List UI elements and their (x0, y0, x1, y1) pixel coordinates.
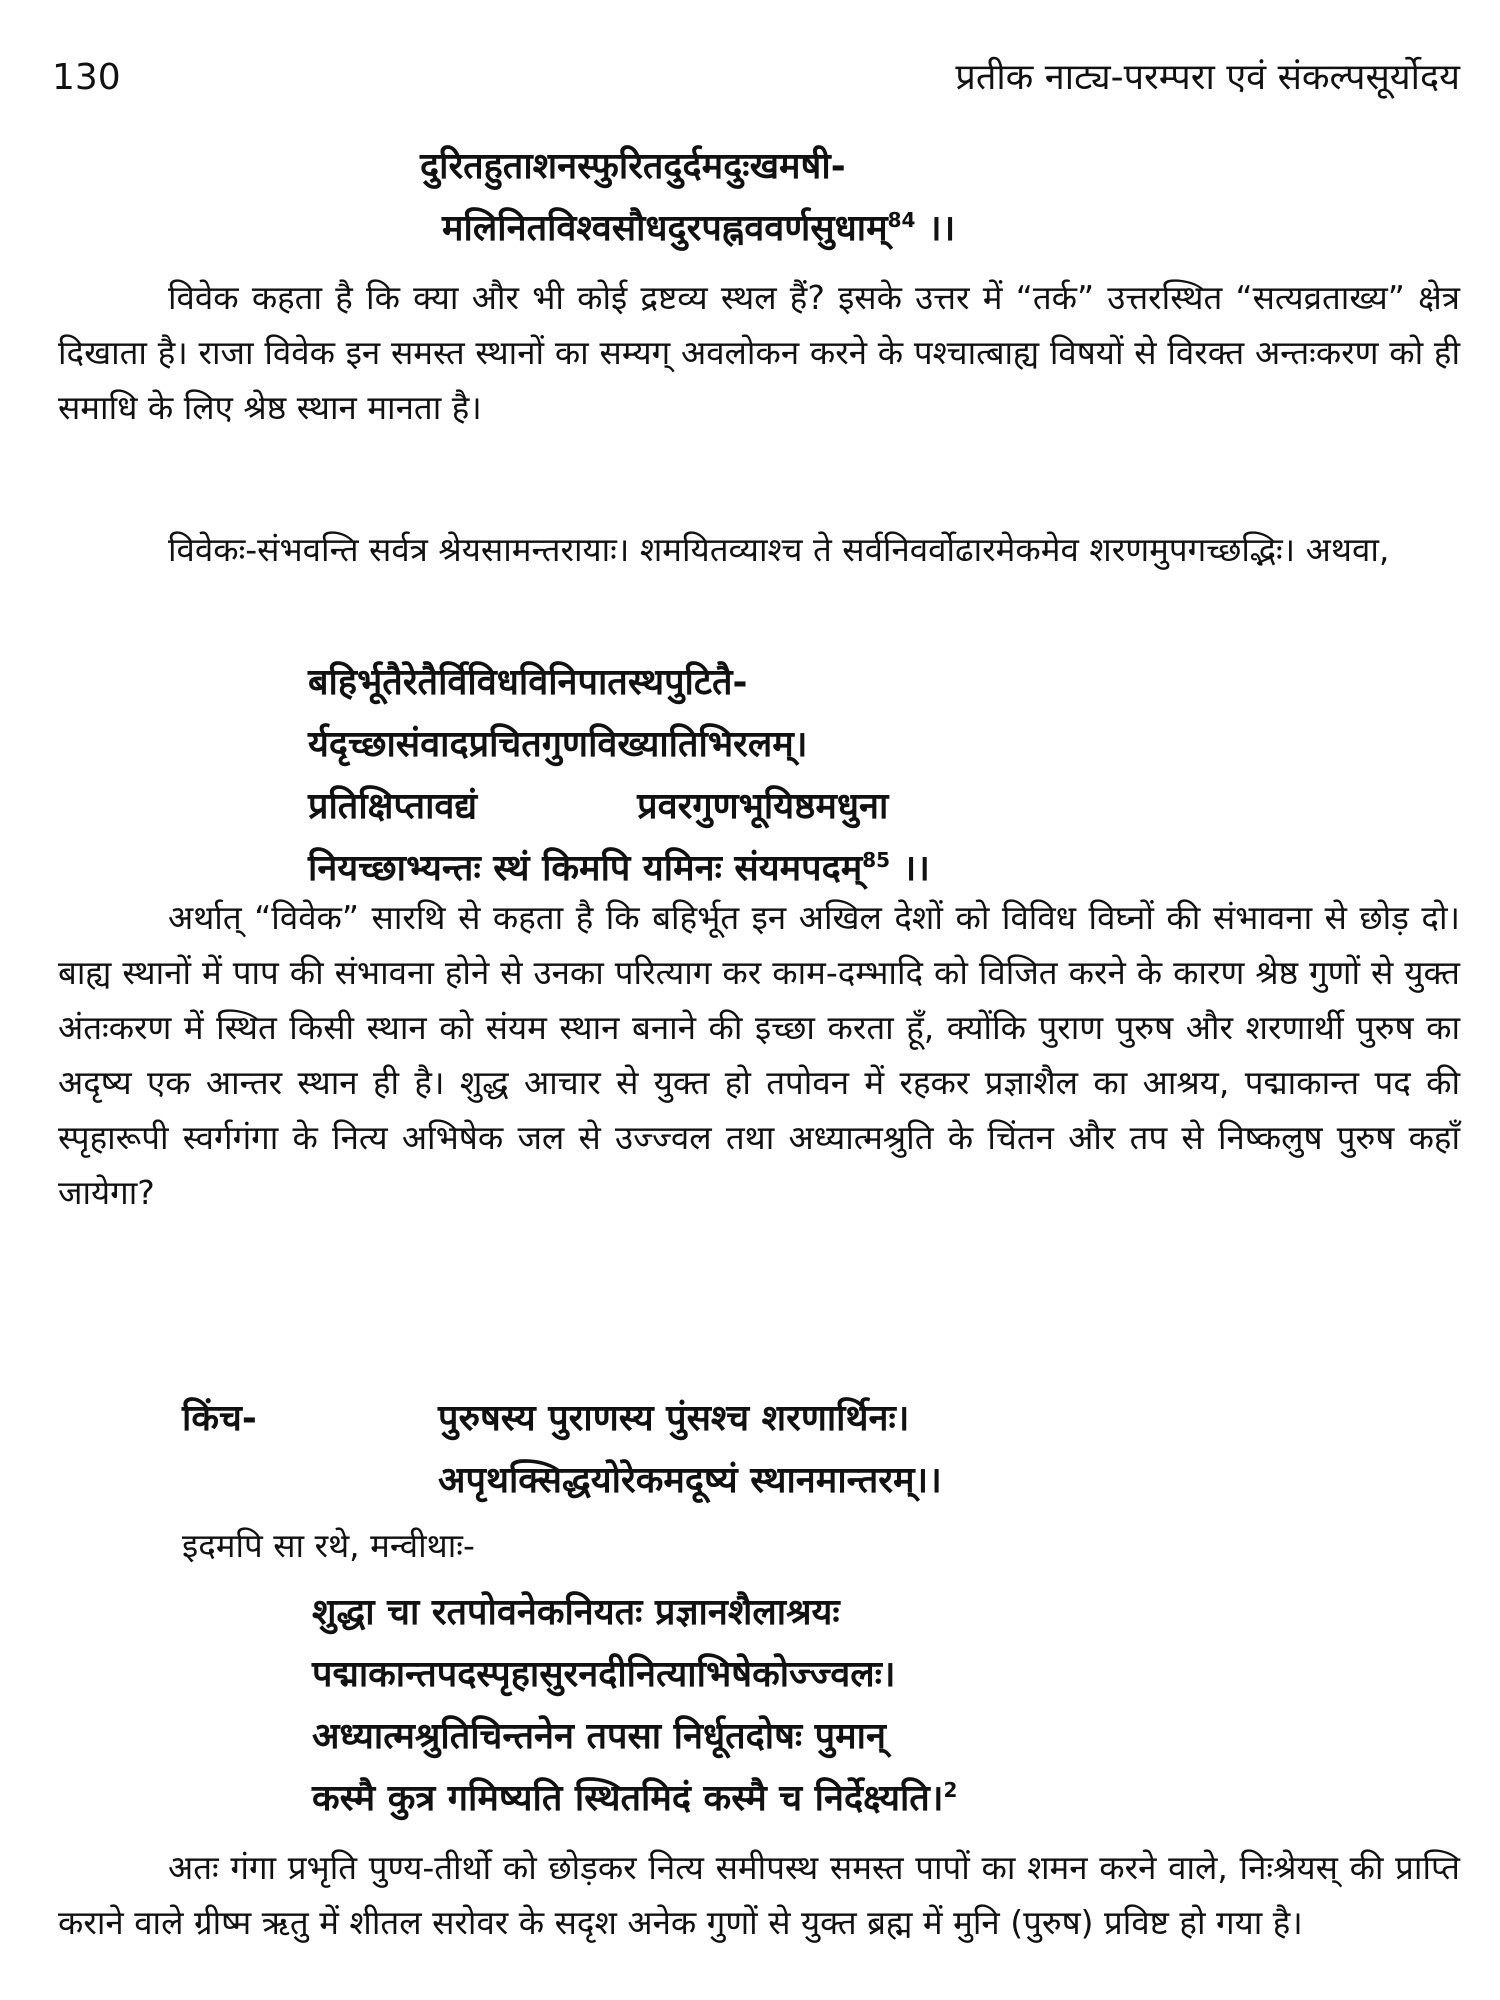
paragraph-2 (58, 890, 1460, 1220)
verse-85-line-3a: प्रतिक्षिप्तावद्यं (308, 786, 478, 827)
verse-85-end-mark: ।। (890, 848, 930, 889)
verse-85-line-3 (308, 776, 930, 838)
verse-kinch-line-1: पुरुषस्य पुराणस्य पुंसश्च शरणार्थिनः। (438, 1398, 910, 1439)
verse-2 (312, 1582, 957, 1830)
verse-2-line-2: पद्माकान्तपदस्पृहासुरनदीनित्याभिषेकोज्ज्वलः। (312, 1654, 896, 1695)
verse-kinch (438, 1388, 942, 1512)
paragraph-2-text: अर्थात् “विवेक” सारथि से कहता है कि बहिर्भूत इन अखिल देशों को विविध विघ्नों की संभावना से छोड़ दो। बाह्य स्थानों में पाप की संभावना होने से उनका परित्याग कर काम-दम्भादि को विजित करने के कारण श्रेष्ठ गुणों से युक्त अंतःकरण में स्थित किसी स्थान को संयम स्थान बनाने की इच्छा करता हूँ, क्योंकि पुराण पुरुष और शरणार्थी पुरुष का अदृष्य एक आन्तर स्थान ही है। शुद्ध आचार से युक्त हो तपोवन में रहकर प्रज्ञाशैल का आश्रय, पद्माकान्त पद की स्पृहारूपी स्वर्गगंगा के नित्य अभिषेक जल से उज्ज्वल तथा अध्यात्मश्रुति के चिंतन और तप से निष्कलुष पुरुष कहाँ जायेगा? (58, 898, 1460, 1212)
verse-intro: इदमपि सा रथे, मन्वीथाः- (182, 1526, 475, 1565)
verse-85-line-4-text: नियच्छाभ्यन्तः स्थं किमपि यमिनः संयमपदम् (308, 848, 863, 889)
verse-85-line-1: बहिर्भूतैरेतैर्विविधविनिपातस्थपुटितै- (308, 662, 748, 703)
footnote-85-marker: 85 (862, 848, 891, 872)
page-header (52, 52, 1460, 104)
verse-84-end-mark: ।। (915, 208, 956, 249)
paragraph-3 (58, 1840, 1460, 1950)
footnote-2-marker: 2 (943, 1778, 958, 1802)
verse-84-line-2 (442, 198, 955, 260)
verse-84-line-2-text: मलिनितविश्वसौधदुरपह्नववर्णसुधाम् (442, 208, 888, 249)
verse-85 (308, 652, 930, 900)
paragraph-1-text: विवेक कहता है कि क्या और भी कोई द्रष्टव्य स्थल हैं? इसके उत्तर में “तर्क” उत्तरस्थित “सत्यव्रताख्य” क्षेत्र दिखाता है। राजा विवेक इन समस्त स्थानों का सम्यग् अवलोकन करने के पश्चात्बाह्य विषयों से विरक्त अन्तःकरण को ही समाधि के लिए श्रेष्ठ स्थान मानता है। (58, 278, 1460, 427)
verse-84-line-1: दुरितहुताशनस्फुरितदुर्दमदुःखमषी- (420, 146, 846, 187)
paragraph-1 (58, 270, 1460, 435)
paragraph-3-text: अतः गंगा प्रभृति पुण्य-तीर्थो को छोड़कर नित्य समीपस्थ समस्त पापों का शमन करने वाले, निःश्रेयस् की प्राप्ति कराने वाले ग्रीष्म ऋतु में शीतल सरोवर के सदृश अनेक गुणों से युक्त ब्रह्म में मुनि (पुरुष) प्रविष्ट हो गया है। (58, 1848, 1460, 1942)
footnote-84-marker: 84 (887, 208, 916, 232)
vivek-speech-text: विवेकः-संभवन्ति सर्वत्र श्रेयसामन्तरायाः। शमयितव्याश्च ते सर्वनिवर्वोढारमेकमेव शरणमुपगच्छद्भिः। अथवा, (168, 530, 1390, 569)
page-number: 130 (52, 57, 121, 98)
vivek-speech (58, 522, 1460, 577)
verse-2-line-4 (312, 1768, 957, 1830)
verse-85-line-3b: प्रवरगुणभूयिष्ठमधुना (637, 786, 889, 827)
verse-2-line-4-text: कस्मै कुत्र गमिष्यति स्थितमिदं कस्मै च निर्देक्ष्यति। (312, 1778, 944, 1819)
verse-2-line-3: अध्यात्मश्रुतिचिन्तनेन तपसा निर्धूतदोषः पुमान् (312, 1716, 886, 1757)
verse-2-line-1: शुद्धा चा रतपोवनेकनियतः प्रज्ञानशैलाश्रयः (312, 1592, 840, 1633)
verse-85-line-2: र्यदृच्छासंवादप्रचितगुणविख्यातिभिरलम्। (308, 724, 808, 765)
kinch-label: किंच- (182, 1398, 257, 1439)
running-title: प्रतीक नाट्य-परम्परा एवं संकल्पसूर्योदय (955, 57, 1460, 98)
verse-84 (420, 136, 955, 260)
verse-kinch-line-2: अपृथक्सिद्धयोरेकमदूष्यं स्थानमान्तरम्।। (438, 1460, 942, 1501)
